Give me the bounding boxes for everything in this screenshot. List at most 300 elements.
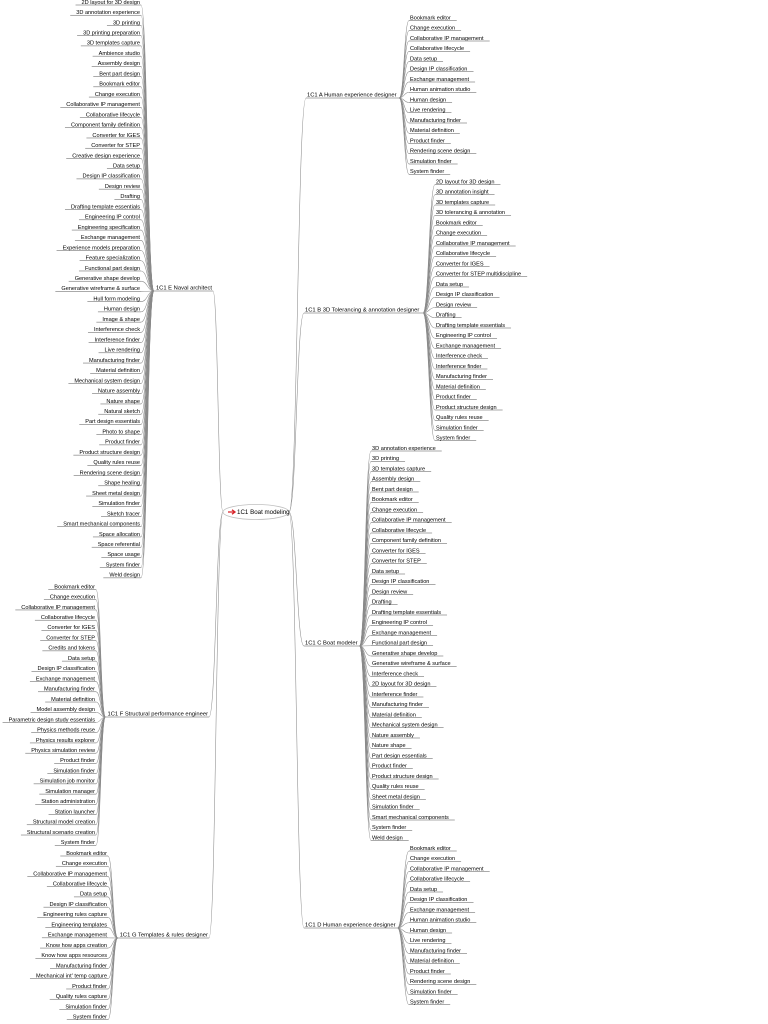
leaf-item[interactable] [48,584,96,590]
leaf-item-label: 3D annotation experience [372,445,436,452]
leaf-item[interactable] [371,477,420,483]
leaf-item[interactable] [435,292,500,298]
leaf-item[interactable] [371,774,439,780]
leaf-item[interactable] [62,656,96,662]
leaf-item[interactable] [49,809,96,815]
leaf-item[interactable] [79,215,141,221]
leaf-item[interactable] [101,511,141,517]
leaf-item[interactable] [409,87,476,93]
leaf-item[interactable] [98,409,141,415]
leaf-item-label: Change execution [410,25,456,32]
leaf-item-label: Live rendering [104,347,141,354]
leaf-item-label: Component family definition [70,122,141,129]
leaf-item-label: Drafting [120,194,141,201]
leaf-item-label: Generative wireframe & surface [61,286,141,293]
leaf-item-label: Product finder [105,439,141,446]
leaf-item[interactable] [371,702,429,708]
branch-f-items [3,584,96,846]
leaf-item[interactable] [435,333,497,339]
leaf-item-label: Drafting template essentials [70,204,141,211]
leaf-item[interactable] [96,429,141,435]
leaf-item-label: Converter for IGES [372,548,420,555]
leaf-item[interactable] [99,348,141,354]
leaf-item[interactable] [409,887,443,893]
leaf-item-label: 3D annotation insight [436,189,489,196]
leaf-item-label: 2D layout for 3D design [81,0,141,6]
leaf-item[interactable] [107,163,141,169]
leaf-item[interactable] [47,768,96,774]
leaf-item[interactable] [409,169,450,175]
leaf-item[interactable] [435,364,487,370]
leaf-item[interactable] [435,210,511,216]
leaf-item-label: Collaborative lifecycle [410,46,465,53]
branch-a-label: 1C1 A Human experience designer [307,92,397,99]
leaf-item[interactable] [409,15,457,21]
leaf-item-label: Product finder [410,138,445,145]
leaf-item[interactable] [435,272,527,278]
leaf-item[interactable] [409,67,474,73]
leaf-item[interactable] [80,256,141,262]
leaf-connector [398,851,409,928]
leaf-item-label: Physics results explorer [35,737,96,744]
leaf-item[interactable] [31,666,96,672]
leaf-item[interactable] [40,943,108,949]
root-node[interactable] [223,505,290,520]
leaf-item[interactable] [371,589,413,595]
leaf-item[interactable] [56,861,108,867]
leaf-item-label: Manufacturing finder [410,948,461,955]
leaf-item[interactable] [31,728,96,734]
leaf-item-label: Bookmark editor [436,220,477,227]
leaf-item-label: Generative shape develop [372,650,438,657]
leaf-item[interactable] [80,112,141,118]
leaf-item[interactable] [59,1004,108,1010]
leaf-item[interactable] [55,286,141,292]
leaf-item[interactable] [371,559,427,565]
leaf-item[interactable] [409,36,490,42]
leaf-item[interactable] [371,641,433,647]
leaf-item-label: Simulation manager [45,788,96,795]
leaf-item[interactable] [89,92,141,98]
leaf-item-label: Quality rules capture [55,994,108,1001]
branch-b[interactable] [304,308,423,314]
leaf-item[interactable] [73,450,141,456]
leaf-item[interactable] [409,77,475,83]
leaf-item[interactable] [371,620,433,626]
leaf-item[interactable] [81,41,141,47]
leaf-item-label: Part design essentials [372,753,427,760]
leaf-item[interactable] [38,687,96,693]
leaf-item[interactable] [371,610,447,616]
leaf-item-label: Structural model creation [32,819,96,826]
leaf-item[interactable] [371,815,455,821]
leaf-item[interactable] [435,323,511,329]
leaf-item[interactable] [87,460,141,466]
leaf-item-label: Human animation studio [410,87,471,94]
leaf-item[interactable] [435,384,486,390]
leaf-item[interactable] [100,562,141,568]
leaf-item[interactable] [92,389,141,395]
leaf-item-label: Bookmark editor [372,497,413,504]
leaf-item[interactable] [40,635,96,641]
leaf-item[interactable] [93,71,141,77]
leaf-item-label: Assembly design [372,476,415,483]
leaf-connector [108,856,118,938]
leaf-item-label: Change execution [94,91,141,98]
leaf-item[interactable] [76,0,141,6]
leaf-item[interactable] [55,840,96,846]
leaf-item[interactable] [409,866,490,872]
leaf-item[interactable] [41,625,96,631]
leaf-item[interactable] [25,748,96,754]
leaf-item[interactable] [409,1000,450,1006]
leaf-item[interactable] [74,892,108,898]
leaf-item[interactable] [27,871,108,877]
leaf-item[interactable] [371,569,405,575]
leaf-item[interactable] [86,133,141,139]
leaf-item[interactable] [409,56,443,62]
leaf-item[interactable] [371,661,457,667]
leaf-item[interactable] [371,528,432,534]
branch-f[interactable] [105,712,209,718]
leaf-item[interactable] [435,395,477,401]
leaf-item[interactable] [371,825,412,831]
leaf-item[interactable] [409,989,458,995]
leaf-item[interactable] [435,425,484,431]
leaf-item[interactable] [371,630,437,636]
branch-c[interactable] [304,641,360,647]
leaf-item-label: Sketch tracer [107,511,141,518]
leaf-item-label: Smart mechanical components [372,814,449,821]
leaf-item[interactable] [435,220,483,226]
leaf-item-label: Collaborative IP management [372,517,446,524]
leaf-item-label: System finder [72,1014,108,1021]
leaf-item[interactable] [409,959,460,965]
leaf-item-label: Drafting [372,599,392,606]
leaf-item[interactable] [409,159,458,165]
leaf-item[interactable] [409,856,461,862]
leaf-item[interactable] [30,738,96,744]
leaf-item-label: Design IP classification [372,579,430,586]
branch-c-label: 1C1 C Boat modeler [305,640,358,647]
leaf-item[interactable] [435,313,462,319]
leaf-item[interactable] [93,82,141,88]
leaf-item[interactable] [86,491,141,497]
leaf-item[interactable] [371,753,433,759]
leaf-item-label: 3D annotation experience [76,10,141,17]
leaf-item-label: 2D layout for 3D design [372,681,431,688]
leaf-item-label: Engineering IP control [436,333,491,340]
leaf-item[interactable] [100,399,141,405]
leaf-item[interactable] [371,682,436,688]
leaf-item-label: Material definition [410,958,454,965]
leaf-item[interactable] [89,337,141,343]
branch-e-items [55,0,141,579]
leaf-item[interactable] [92,501,141,507]
leaf-item[interactable] [409,928,452,934]
leaf-item[interactable] [99,440,141,446]
leaf-item-label: Material definition [410,128,454,135]
leaf-item[interactable] [70,10,141,16]
leaf-item[interactable] [69,276,141,282]
leaf-item-label: Component family definition [372,538,442,545]
leaf-item-label: Live rendering [410,107,446,114]
leaf-item[interactable] [435,231,487,237]
leaf-item[interactable] [371,784,425,790]
leaf-item-label: Station launcher [54,809,96,816]
leaf-item[interactable] [31,707,96,713]
leaf-item[interactable] [371,651,443,657]
leaf-item[interactable] [409,877,470,883]
branch-a-connector [289,98,306,512]
leaf-connector [398,928,409,995]
leaf-item-label: Collaborative lifecycle [372,527,427,534]
leaf-item[interactable] [30,974,108,980]
leaf-item[interactable] [435,374,493,380]
leaf-item[interactable] [371,835,409,841]
leaf-item[interactable] [60,102,141,108]
leaf-item[interactable] [371,446,442,452]
leaf-item[interactable] [435,190,495,196]
leaf-item[interactable] [371,692,423,698]
leaf-item[interactable] [103,573,141,579]
leaf-item-label: 3D printing preparation [83,30,141,37]
leaf-item-label: System finder [436,435,471,442]
branch-a[interactable] [306,93,399,99]
leaf-item[interactable] [435,179,500,185]
leaf-item-label: Space allocation [98,531,141,538]
leaf-item[interactable] [371,487,419,493]
leaf-item[interactable] [371,548,426,554]
leaf-item[interactable] [35,953,108,959]
leaf-item[interactable] [68,378,141,384]
leaf-item[interactable] [90,368,141,374]
leaf-item-label: Drafting template essentials [436,322,506,329]
leaf-item[interactable] [409,128,460,134]
leaf-item[interactable] [30,676,96,682]
leaf-item-label: Rendering scene design [410,979,471,986]
leaf-item[interactable] [435,251,496,257]
leaf-item[interactable] [409,846,457,852]
leaf-item[interactable] [83,358,141,364]
leaf-item[interactable] [371,764,413,770]
leaf-item-label: Simulation finder [98,501,141,508]
leaf-item[interactable] [42,933,108,939]
leaf-item[interactable] [409,138,451,144]
leaf-item[interactable] [92,542,141,548]
leaf-item-label: 3D printing [372,456,400,463]
leaf-item[interactable] [409,897,474,903]
leaf-item[interactable] [371,712,422,718]
leaf-item[interactable] [34,779,96,785]
leaf-item[interactable] [66,984,108,990]
leaf-item[interactable] [21,830,96,836]
leaf-item[interactable] [435,200,495,206]
leaf-item-label: Converter for STEP [91,143,141,150]
leaf-item[interactable] [409,97,452,103]
leaf-item[interactable] [50,994,108,1000]
leaf-item[interactable] [435,343,501,349]
leaf-item-label: 2D layout for 3D design [436,179,495,186]
leaf-item[interactable] [409,108,451,114]
branch-d[interactable] [304,923,398,929]
leaf-item[interactable] [435,354,488,360]
leaf-item[interactable] [371,600,398,606]
leaf-item[interactable] [45,922,108,928]
leaf-item-label: Photo to shape [102,429,141,436]
leaf-item-label: Exchange management [436,343,496,350]
leaf-item[interactable] [88,327,141,333]
leaf-item[interactable] [87,296,141,302]
leaf-item-label: Manufacturing finder [372,702,423,709]
leaf-item[interactable] [371,507,423,513]
leaf-item[interactable] [54,758,96,764]
leaf-item[interactable] [93,532,141,538]
leaf-item[interactable] [371,538,447,544]
leaf-item[interactable] [96,317,141,323]
leaf-item[interactable] [79,266,141,272]
leaf-item[interactable] [371,579,436,585]
leaf-item[interactable] [435,436,476,442]
leaf-item-label: System finder [105,562,141,569]
leaf-item-label: Engineering templates [51,922,108,929]
leaf-item[interactable] [66,153,141,159]
leaf-item-label: Data setup [112,163,141,170]
leaf-item[interactable] [435,261,490,267]
leaf-item[interactable] [93,51,141,57]
leaf-item[interactable] [371,671,424,677]
leaf-item-label: Rendering scene design [410,148,471,155]
branch-f-connector [209,512,223,717]
leaf-item[interactable] [371,456,405,462]
leaf-item[interactable] [409,969,451,975]
leaf-item-label: Exchange management [35,676,96,683]
leaf-item-label: Exchange management [410,76,470,83]
leaf-item[interactable] [99,184,141,190]
leaf-item[interactable] [107,20,141,26]
leaf-item[interactable] [435,405,503,411]
branch-b-items [435,179,527,441]
leaf-item[interactable] [76,174,141,180]
leaf-item-label: 3D printing [112,20,141,27]
leaf-item[interactable] [50,963,108,969]
leaf-item[interactable] [67,1014,108,1020]
leaf-item[interactable] [371,805,420,811]
leaf-item-label: Simulation finder [53,768,96,775]
leaf-item[interactable] [44,595,96,601]
leaf-item[interactable] [371,743,412,749]
leaf-item[interactable] [409,938,451,944]
leaf-item[interactable] [409,26,461,32]
branch-g[interactable] [118,933,209,939]
leaf-item-label: Generative shape develop [74,276,141,283]
leaf-item[interactable] [409,979,476,985]
leaf-item[interactable] [409,118,467,124]
leaf-item[interactable] [435,241,516,247]
branch-e[interactable] [154,286,213,292]
branch-d-label: 1C1 D Human experience designer [305,922,396,929]
leaf-item[interactable] [409,918,476,924]
leaf-item[interactable] [409,149,476,155]
leaf-item[interactable] [85,143,141,149]
leaf-item[interactable] [37,912,108,918]
leaf-item[interactable] [74,470,141,476]
branch-b-label: 1C1 B 3D Tolerancing & annotation designer [305,307,420,314]
leaf-item-label: 3D templates capture [372,466,426,473]
leaf-item[interactable] [57,522,141,528]
leaf-item-label: Converter for IGES [92,132,141,139]
leaf-item[interactable] [409,907,475,913]
leaf-item-label: Product finder [372,763,407,770]
leaf-item[interactable] [79,419,141,425]
leaf-item-label: Collaborative lifecycle [40,614,96,621]
leaf-item[interactable] [371,518,452,524]
leaf-item[interactable] [371,497,419,503]
leaf-item[interactable] [92,61,141,67]
leaf-item-label: Data setup [67,655,96,662]
leaf-item[interactable] [371,733,420,739]
leaf-item[interactable] [42,646,96,652]
leaf-item[interactable] [371,466,431,472]
leaf-item[interactable] [72,225,141,231]
leaf-item-label: Design review [372,589,408,596]
leaf-item-label: Weld design [372,835,403,842]
leaf-item[interactable] [65,123,141,129]
leaf-item[interactable] [435,302,477,308]
leaf-item[interactable] [45,697,96,703]
leaf-item[interactable] [371,794,426,800]
leaf-item-label: Change execution [61,861,108,868]
leaf-item[interactable] [60,851,108,857]
leaf-item-label: Material definition [51,696,96,703]
leaf-item-label: Design IP classification [37,666,95,673]
leaf-item[interactable] [47,881,108,887]
leaf-item[interactable] [98,481,141,487]
leaf-item-label: Bookmark editor [54,584,96,591]
leaf-item[interactable] [409,948,467,954]
leaf-item-label: Bookmark editor [410,15,451,22]
leaf-item[interactable] [435,415,489,421]
leaf-item-label: Human design [103,306,141,313]
leaf-item[interactable] [75,235,141,241]
leaf-item[interactable] [35,615,96,621]
leaf-item-label: Data setup [410,886,438,893]
leaf-item[interactable] [57,245,141,251]
leaf-item[interactable] [101,552,141,558]
leaf-item[interactable] [114,194,141,200]
leaf-item[interactable] [39,789,96,795]
branch-e-connector [213,291,223,512]
leaf-item-label: 3D templates capture [86,40,141,47]
leaf-item[interactable] [27,820,96,826]
leaf-item[interactable] [409,46,470,52]
leaf-item-label: Model assembly design [36,707,96,714]
leaf-item-label: Engineering IP control [372,620,427,627]
leaf-item[interactable] [35,799,96,805]
leaf-item[interactable] [15,605,96,611]
leaf-item[interactable] [371,723,444,729]
leaf-item[interactable] [77,30,141,36]
leaf-item[interactable] [65,204,141,210]
leaf-item[interactable] [43,902,108,908]
leaf-item[interactable] [435,282,469,288]
leaf-item-label: Data setup [79,891,108,898]
leaf-item-label: Manufacturing finder [410,117,461,124]
leaf-item-label: Human animation studio [410,917,471,924]
leaf-item-label: Design IP classification [410,66,468,73]
leaf-item[interactable] [3,717,96,723]
leaf-item[interactable] [98,307,141,313]
